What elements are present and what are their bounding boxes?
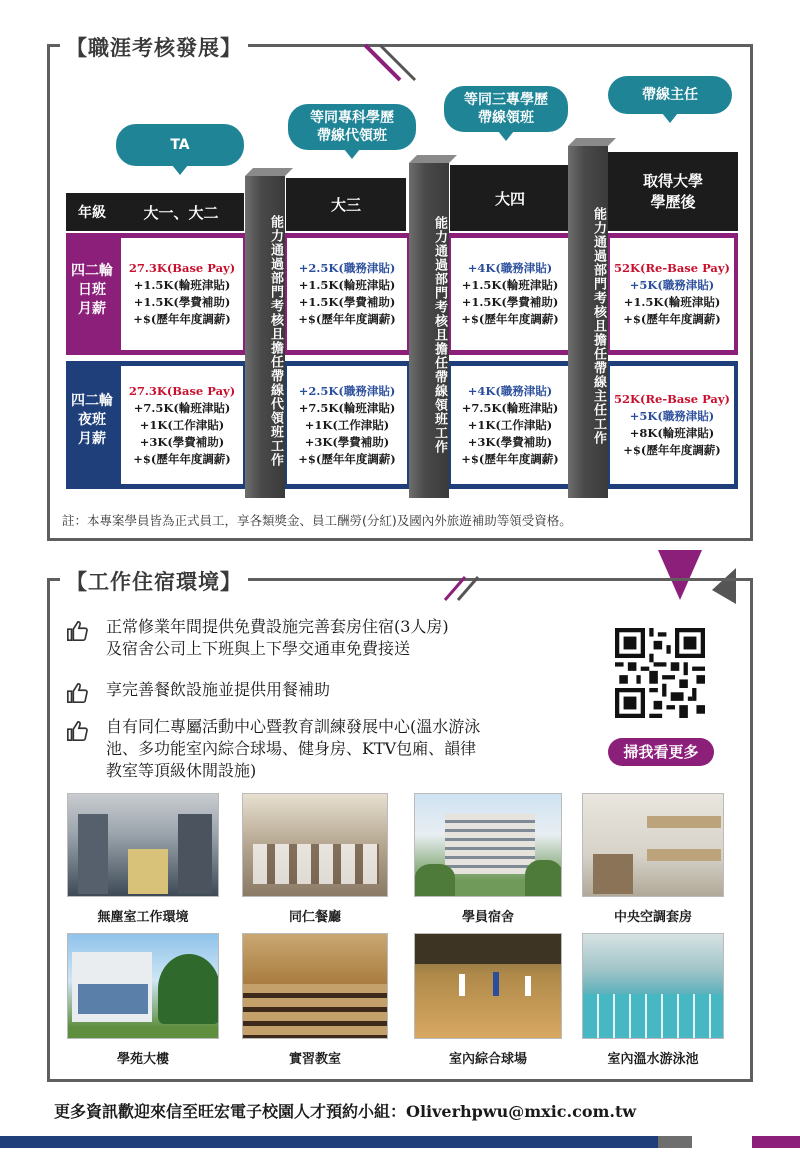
cell-line: +8K(輪班津貼) xyxy=(629,426,715,440)
housing-bullet-3: 自有同仁專屬活動中心暨教育訓練發展中心(溫水游泳 池、多功能室內綜合球場、健身房、KTV包廂、韻律 教室等頂級休閒設施) xyxy=(106,717,481,780)
thumbs-up-icon xyxy=(66,682,88,704)
cell-line: +7.5K(輪班津貼) xyxy=(133,400,231,415)
caption-academy: 學苑大樓 xyxy=(116,1052,169,1067)
bubble-three-year: 等同三專學歷 帶線領班 xyxy=(444,86,568,132)
cell-line: +$(歷年年度調薪) xyxy=(298,312,396,326)
caption-pool: 室內溫水游泳池 xyxy=(607,1052,699,1067)
photo-sports-court xyxy=(414,933,562,1039)
cell-night-y4 xyxy=(451,366,569,484)
caption-sports-court: 室內綜合球場 xyxy=(448,1052,527,1067)
cell-line: +1.5K(輪班津貼) xyxy=(298,278,396,292)
caption-suite: 中央空調套房 xyxy=(613,910,692,925)
pillar-supervisor: 能力通過部門考核且擔任帶線主任工作 xyxy=(568,146,608,498)
row-label-night: 四二輪 夜班 月薪 xyxy=(71,393,113,447)
cell-line: +5K(職務津貼) xyxy=(629,409,715,423)
cell-day-y4 xyxy=(451,238,569,350)
cell-line: +3K(學費補助) xyxy=(139,434,225,449)
cell-line: +7.5K(輪班津貼) xyxy=(298,400,396,415)
footer-contact[interactable]: 更多資訊歡迎來信至旺宏電子校園人才預約小組：Oliverhpwu@mxic.com.tw xyxy=(54,1102,637,1121)
cell-day-y3 xyxy=(287,238,407,350)
cell-line: +1.5K(學費補助) xyxy=(461,295,559,309)
scan-more-button[interactable]: 掃我看更多 xyxy=(608,738,714,766)
bubble-supervisor: 帶線主任 xyxy=(608,76,732,114)
cell-line: +1.5K(學費補助) xyxy=(298,295,396,309)
row-label-day: 四二輪 日班 月薪 xyxy=(71,263,113,317)
cell-night-grad xyxy=(610,366,734,484)
cell-line: +1.5K(輪班津貼) xyxy=(133,278,231,292)
header-year4: 大四 xyxy=(450,165,570,231)
caption-dormitory: 學員宿舍 xyxy=(461,910,514,925)
photo-academy xyxy=(67,933,219,1039)
cell-night-y12 xyxy=(121,366,243,484)
cell-line: +$(歷年年度調薪) xyxy=(461,312,559,326)
caption-cafeteria: 同仁餐廳 xyxy=(288,910,341,925)
cell-line: +3K(學費補助) xyxy=(304,434,390,449)
decor-slash-top xyxy=(360,40,420,90)
career-note: 註：本專案學員皆為正式員工，享各類獎金、員工酬勞(分紅)及國內外旅遊補助等領受資格。 xyxy=(62,513,572,528)
footer-bar-navy xyxy=(0,1136,658,1148)
cell-line: +$(歷年年度調薪) xyxy=(623,443,721,457)
pillar-associate: 能力通過部門考核且擔任帶線代領班工作 xyxy=(245,176,285,498)
cell-line: 52K(Re-Base Pay) xyxy=(614,392,730,406)
cell-line: +1K(工作津貼) xyxy=(139,417,225,432)
cell-line: +1.5K(輪班津貼) xyxy=(461,278,559,292)
cell-line: +3K(學費補助) xyxy=(467,434,553,449)
decor-slash-mid xyxy=(440,575,490,605)
cell-day-grad xyxy=(610,238,734,350)
cell-line: +$(歷年年度調薪) xyxy=(298,451,396,466)
photo-pool xyxy=(582,933,724,1039)
cell-day-y12 xyxy=(121,238,243,350)
footer-bar-purple xyxy=(752,1136,800,1148)
career-section-title: 【職涯考核發展】 xyxy=(60,32,248,62)
thumbs-up-icon xyxy=(66,620,88,642)
header-year12: 大一、大二 xyxy=(118,193,244,231)
housing-bullet-2: 享完善餐飲設施並提供用餐補助 xyxy=(106,680,331,699)
cell-line: +$(歷年年度調薪) xyxy=(623,312,721,326)
cell-line: 52K(Re-Base Pay) xyxy=(614,261,730,275)
thumbs-up-icon xyxy=(66,720,88,742)
cell-line: +1.5K(學費補助) xyxy=(133,295,231,309)
header-grade: 年級 xyxy=(66,193,118,231)
photo-cafeteria xyxy=(242,793,388,897)
cell-line: +1K(工作津貼) xyxy=(467,417,553,432)
cell-line: +2.5K(職務津貼) xyxy=(298,383,396,398)
cell-line: 27.3K(Base Pay) xyxy=(128,261,236,275)
cell-line: +7.5K(輪班津貼) xyxy=(461,400,559,415)
photo-classroom xyxy=(242,933,388,1039)
footer-bar-gray xyxy=(658,1136,692,1148)
qr-code-icon[interactable] xyxy=(612,628,708,718)
cell-line: 27.3K(Base Pay) xyxy=(128,383,236,398)
housing-bullet-1: 正常修業年間提供免費設施完善套房住宿(3人房) 及宿舍公司上下班與上下學交通車免費接送 xyxy=(106,617,449,658)
photo-cleanroom xyxy=(67,793,219,897)
cell-line: +5K(職務津貼) xyxy=(629,278,715,292)
photo-suite xyxy=(582,793,724,897)
pillar-lead: 能力通過部門考核且擔任帶線領班工作 xyxy=(409,163,449,498)
caption-classroom: 實習教室 xyxy=(288,1052,341,1067)
housing-section-title: 【工作住宿環境】 xyxy=(60,566,248,596)
bubble-associate: 等同專科學歷 帶線代領班 xyxy=(288,104,416,150)
cell-line: +2.5K(職務津貼) xyxy=(298,261,396,275)
cell-line: +1.5K(輪班津貼) xyxy=(623,295,721,309)
caption-cleanroom: 無塵室工作環境 xyxy=(97,910,189,925)
cell-line: +$(歷年年度調薪) xyxy=(461,451,559,466)
cell-night-y3 xyxy=(287,366,407,484)
header-graduate: 取得大學 學歷後 xyxy=(608,152,738,231)
cell-line: +$(歷年年度調薪) xyxy=(133,451,231,466)
bubble-ta: TA xyxy=(116,124,244,166)
cell-line: +$(歷年年度調薪) xyxy=(133,312,231,326)
cell-line: +4K(職務津貼) xyxy=(467,383,553,398)
photo-dormitory xyxy=(414,793,562,897)
cell-line: +4K(職務津貼) xyxy=(467,261,553,275)
header-year3: 大三 xyxy=(286,178,406,231)
cell-line: +1K(工作津貼) xyxy=(304,417,390,432)
